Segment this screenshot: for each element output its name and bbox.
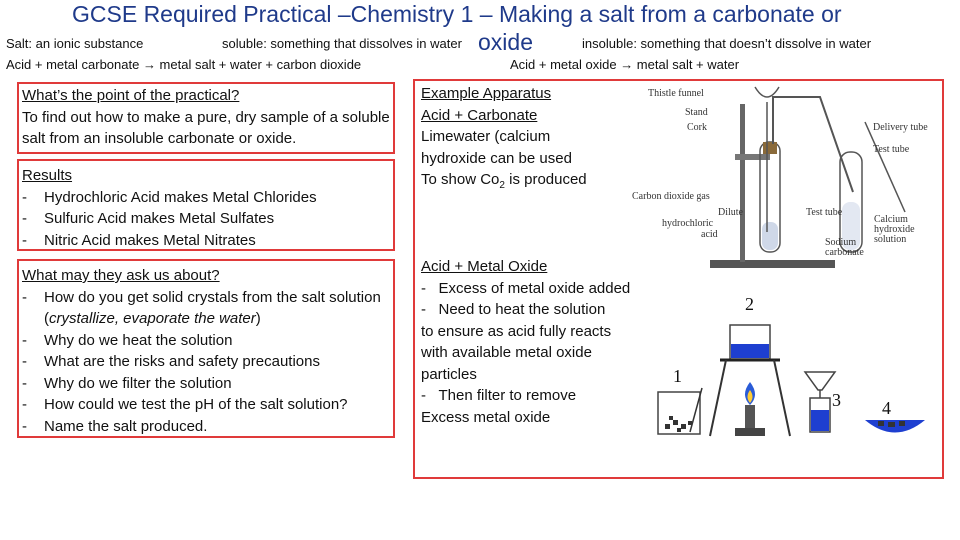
step-number-1: 1 bbox=[673, 366, 682, 386]
point-body: To find out how to make a pure, dry sample of a soluble salt from an insoluble carbonate or oxide. bbox=[22, 108, 390, 147]
oxide-line-4: with available metal oxide bbox=[421, 344, 592, 361]
ask-item: - Why do we filter the solution bbox=[22, 373, 390, 395]
title-line-1: GCSE Required Practical –Chemistry 1 – Making a salt from a carbonate or bbox=[72, 1, 842, 27]
ask-item-end: ) bbox=[255, 310, 261, 327]
ask-item-italic: crystallize, evaporate the water bbox=[49, 310, 256, 327]
label-dilute-2: hydrochloric bbox=[662, 218, 714, 229]
apparatus-subheading: Acid + Carbonate bbox=[421, 106, 538, 124]
ask-item: - What are the risks and safety precautions bbox=[22, 351, 390, 373]
results-heading: Results bbox=[22, 167, 73, 184]
ask-box bbox=[17, 259, 395, 438]
oxide-heading: Acid + Metal Oxide bbox=[421, 258, 548, 275]
title-line-2: oxide bbox=[478, 29, 533, 55]
apparatus-text bbox=[421, 83, 587, 197]
label-calcium-3: solution bbox=[874, 234, 907, 245]
label-calcium-1: Calcium bbox=[874, 214, 908, 225]
definition-salt: Salt: an ionic substance bbox=[6, 36, 144, 51]
ask-item bbox=[22, 287, 390, 330]
bunsen-burner bbox=[745, 405, 755, 430]
co2-text: To show Co bbox=[421, 171, 500, 188]
oxide-line-6: Then filter to remove bbox=[438, 387, 577, 404]
tripod-leg-right bbox=[774, 360, 790, 436]
results-item: - Nitric Acid makes Metal Nitrates bbox=[22, 230, 390, 252]
oxide-line-5: particles bbox=[421, 365, 477, 383]
beaker-1 bbox=[658, 392, 700, 434]
oxide-process-diagram bbox=[650, 290, 940, 440]
stand-rod bbox=[740, 104, 745, 262]
cork-shape bbox=[763, 142, 777, 154]
apparatus-text-2: hydroxide can be used bbox=[421, 149, 572, 167]
oxide-particles bbox=[665, 416, 692, 432]
label-sodium-1: Sodium bbox=[825, 237, 857, 248]
ask-list bbox=[22, 287, 390, 438]
results-item: - Sulfuric Acid makes Metal Sulfates bbox=[22, 208, 390, 230]
step-number-3: 3 bbox=[832, 390, 841, 410]
apparatus-text-3 bbox=[421, 169, 587, 197]
point-heading: What’s the point of the practical? bbox=[22, 87, 240, 104]
apparatus-text-1: Limewater (calcium bbox=[421, 128, 551, 145]
oxide-line-7: Excess metal oxide bbox=[421, 408, 551, 426]
stand-clamp bbox=[735, 154, 770, 160]
ask-heading: What may they ask us about? bbox=[22, 267, 220, 284]
results-list bbox=[22, 187, 390, 252]
label-thistle-funnel: Thistle funnel bbox=[648, 88, 704, 99]
co2-subscript: 2 bbox=[499, 180, 505, 191]
label-dilute-3: acid bbox=[701, 229, 718, 240]
co2-text-end: is produced bbox=[504, 171, 587, 188]
equation-carbonate: Acid + metal carbonate → metal salt + water + carbon dioxide bbox=[6, 57, 362, 72]
point-box bbox=[17, 82, 395, 154]
label-sodium-2: carbonate bbox=[825, 247, 864, 258]
oxide-line-2: Need to heat the solution bbox=[438, 301, 606, 318]
acid-liquid bbox=[762, 222, 778, 250]
oxide-line: - Need to heat the solution bbox=[421, 301, 606, 318]
carbonate-apparatus-diagram bbox=[615, 82, 940, 272]
oxide-text bbox=[421, 256, 666, 428]
oxide-line: - Excess of metal oxide added bbox=[421, 279, 631, 297]
label-stand: Stand bbox=[685, 107, 708, 118]
results-box bbox=[17, 159, 395, 251]
ask-item-text: How do you get solid crystals from the salt solution ( bbox=[44, 288, 381, 327]
beaker-2-liquid bbox=[731, 344, 769, 358]
side-tube bbox=[865, 122, 905, 212]
tripod-leg-left bbox=[710, 360, 726, 436]
definition-soluble: soluble: something that dissolves in water bbox=[222, 36, 462, 51]
funnel-top bbox=[755, 87, 779, 97]
filtrate bbox=[811, 410, 829, 431]
apparatus-heading: Example Apparatus bbox=[421, 85, 552, 102]
stand-base bbox=[710, 260, 835, 268]
label-test-tube-top: Test tube bbox=[873, 144, 910, 155]
oxide-line: - Then filter to remove bbox=[421, 387, 577, 404]
ask-item: - How could we test the pH of the salt solution? bbox=[22, 394, 390, 416]
oxide-line-1: Excess of metal oxide added bbox=[438, 279, 631, 297]
label-test-tube: Test tube bbox=[806, 207, 843, 218]
step-number-4: 4 bbox=[882, 398, 891, 418]
label-delivery-tube: Delivery tube bbox=[873, 122, 928, 133]
bunsen-base bbox=[735, 428, 765, 436]
delivery-tube-shape bbox=[773, 97, 853, 192]
definition-insoluble: insoluble: something that doesn’t dissolve in water bbox=[582, 36, 872, 51]
oxide-line-3: to ensure as acid fully reacts bbox=[421, 322, 612, 340]
label-co2-gas: Carbon dioxide gas bbox=[632, 191, 710, 202]
label-dilute-1: Dilute bbox=[718, 207, 743, 218]
step-number-2: 2 bbox=[745, 294, 754, 314]
filter-funnel bbox=[805, 372, 835, 390]
results-item: - Hydrochloric Acid makes Metal Chlorides bbox=[22, 187, 390, 209]
label-cork: Cork bbox=[687, 122, 707, 133]
ask-item: - Why do we heat the solution bbox=[22, 330, 390, 352]
label-calcium-2: hydroxide bbox=[874, 224, 915, 235]
ask-item: - Name the salt produced. bbox=[22, 416, 390, 438]
equation-oxide: Acid + metal oxide → metal salt + water bbox=[510, 57, 740, 72]
